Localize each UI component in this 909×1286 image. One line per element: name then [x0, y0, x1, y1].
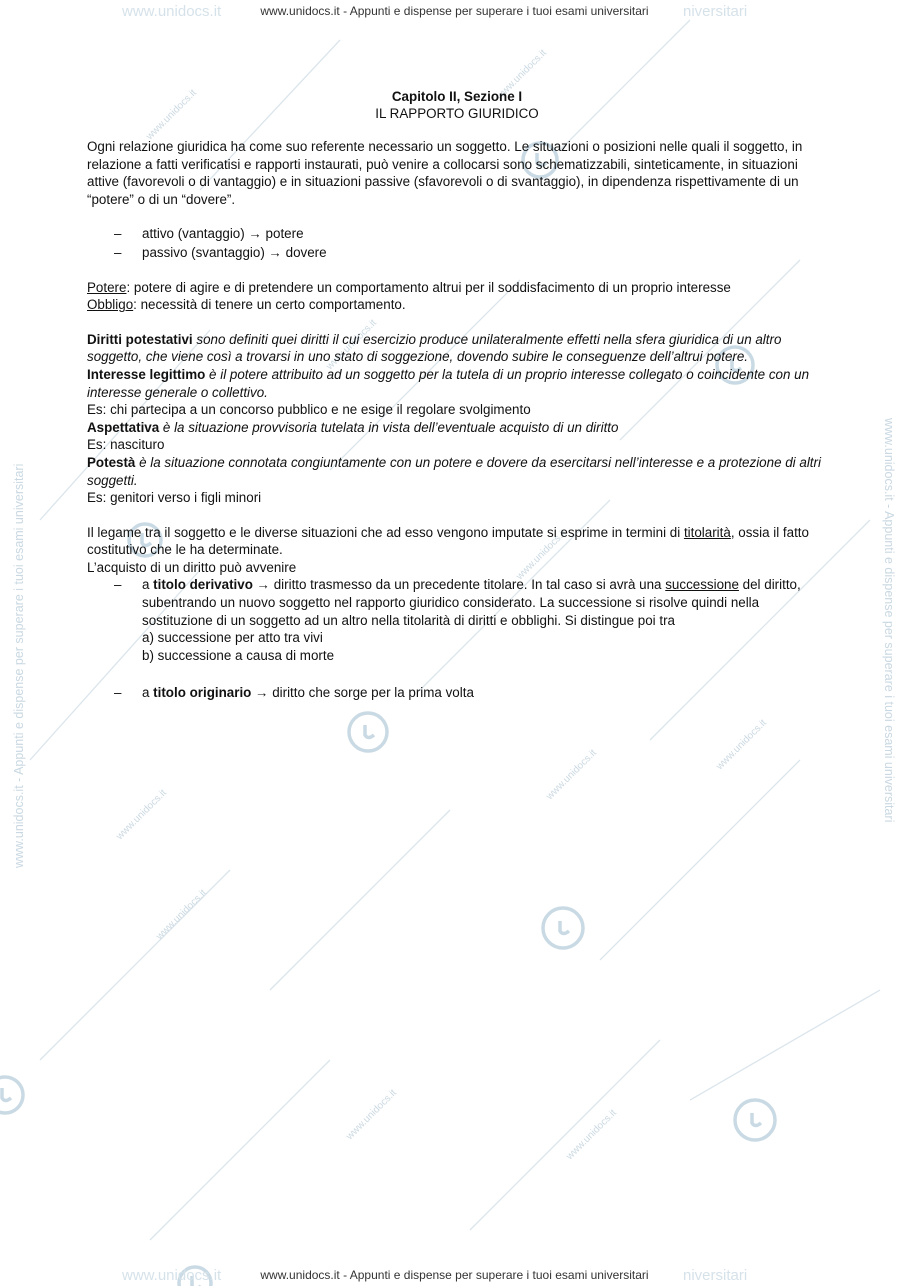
watermark-line	[600, 760, 800, 960]
watermark-text: www.unidocs.it	[494, 47, 549, 103]
watermark-line	[150, 1060, 330, 1240]
side-watermark-left: www.unidocs.it - Appunti e dispense per superare i tuoi esami universitari	[12, 463, 26, 868]
potesta-definition: Potestà è la situazione connotata congiuntamente con un potere e dovere da esercitarsi nell’interesse e a protezione di altri soggetti.	[87, 454, 821, 488]
chapter-title-line1: Capitolo II, Sezione I	[391, 89, 523, 104]
unidocs-logo-icon	[735, 1100, 775, 1140]
potere-term: Potere	[87, 279, 127, 295]
chapter-title-line2: IL RAPPORTO GIURIDICO	[375, 106, 539, 121]
list-item: – attivo (vantaggio) → potere	[114, 226, 304, 242]
watermark-text: www.unidocs.it	[154, 887, 209, 943]
page-header	[0, 4, 909, 18]
interesse-term: Interesse legittimo	[87, 366, 206, 382]
obbligo-definition: Obbligo: necessità di tenere un certo comportamento.	[87, 297, 406, 313]
header-prefix-faded: www.unidocs.it	[122, 3, 222, 20]
unidocs-logo-icon	[0, 1077, 23, 1113]
dash-bullet: –	[114, 226, 122, 242]
footer-text: www.unidocs.it - Appunti e dispense per superare i tuoi esami universitari	[260, 1268, 649, 1282]
acquisto-intro: L’acquisto di un diritto può avvenire	[87, 559, 297, 575]
watermark-line	[470, 1040, 660, 1230]
watermark-line	[690, 990, 880, 1100]
interesse-legittimo-definition: Interesse legittimo è il potere attribuito ad un soggetto per la tutela di un proprio interesse collegato o coincidente con un interesse generale o collettivo.	[87, 366, 810, 400]
side-watermark-right: www.unidocs.it - Appunti e dispense per superare i tuoi esami universitari	[882, 418, 896, 823]
header-suffix-faded: niversitari	[683, 3, 748, 20]
aspettativa-term: Aspettativa	[87, 419, 160, 435]
watermark-text: www.unidocs.it	[544, 747, 599, 803]
watermark-text: www.unidocs.it	[514, 527, 569, 583]
situations-list	[87, 225, 827, 261]
potere-definition: Potere: potere di agire e di pretendere un comportamento altrui per il soddisfacimento di un proprio interesse	[87, 279, 731, 295]
watermark-text: www.unidocs.it	[714, 717, 769, 773]
diritti-potestativi-definition: Diritti potestativi sono definiti quei diritti il cui esercizio produce unilateralmente effetti nella sfera giuridica di un altro soggetto, che viene così a trovarsi in uno stato di soggezione, dovendo subire le conseguenze dell’altrui potere.	[87, 331, 782, 365]
potesta-term: Potestà	[87, 454, 136, 470]
watermark-text: www.unidocs.it	[564, 1107, 619, 1163]
originario-term: titolo originario	[153, 685, 252, 701]
unidocs-logo-icon	[349, 713, 387, 751]
obbligo-term: Obbligo	[87, 297, 134, 313]
header-text: www.unidocs.it - Appunti e dispense per superare i tuoi esami universitari	[260, 4, 649, 18]
acquisto-list	[87, 576, 827, 702]
watermark-text: www.unidocs.it	[144, 87, 199, 143]
succession-type-b: b) successione a causa di morte	[142, 647, 335, 663]
potesta-example: Es: genitori verso i figli minori	[87, 490, 262, 506]
footer-prefix-faded: www.unidocs.it	[122, 1267, 222, 1284]
titolarita-term: titolarità	[683, 524, 731, 540]
list-item: – a titolo originario → diritto che sorge per la prima volta	[114, 685, 474, 701]
list-item: – a titolo derivativo → diritto trasmesso da un precedente titolare. In tal caso si avrà una successione del diritto, subentrando un nuovo soggetto nel rapporto giuridico considerato. La successione si risolve quindi nella sostituzione di un soggetto ad un altro nella titolarità di diritti e obblighi. Si distingue poi tra a) successione per atto tra vivi b) successione a causa di morte	[87, 576, 827, 664]
watermark-line	[270, 810, 450, 990]
footer-suffix-faded: niversitari	[683, 1267, 748, 1284]
diritti-term: Diritti potestativi	[87, 331, 193, 347]
watermark-text: www.unidocs.it	[324, 317, 379, 373]
document-body	[87, 88, 827, 702]
list-item: – passivo (svantaggio) → dovere	[114, 244, 327, 260]
derivativo-term: titolo derivativo	[153, 577, 253, 593]
watermark-text: www.unidocs.it	[114, 787, 169, 843]
dash-bullet: –	[114, 244, 122, 260]
page-footer	[0, 1268, 909, 1282]
dash-bullet: –	[114, 685, 122, 701]
interesse-example: Es: chi partecipa a un concorso pubblico e ne esige il regolare svolgimento	[87, 402, 531, 418]
succession-type-a: a) successione per atto tra vivi	[142, 630, 323, 646]
aspettativa-example: Es: nascituro	[87, 437, 165, 453]
intro-paragraph: Ogni relazione giuridica ha come suo referente necessario un soggetto. Le situazioni o posizioni nelle quali il soggetto, in relazione a fatti verificatisi e rapporti instaurati, può venire a collocarsi sono schematizzabili, sinteticamente, in situazioni attive (favorevoli o di vantaggio) e in situazioni passive (sfavorevoli o di svantaggio), in dipendenza rispettivamente di un “potere” o di un “dovere”.	[87, 139, 803, 207]
watermark-text: www.unidocs.it	[344, 1087, 399, 1143]
legame-paragraph: Il legame tra il soggetto e le diverse situazioni che ad esso vengono imputate si esprime in termini di titolarità, ossia il fatto costitutivo che le ha determinate.	[87, 524, 809, 558]
watermark-line	[40, 870, 230, 1060]
aspettativa-definition: Aspettativa è la situazione provvisoria tutelata in vista dell’eventuale acquisto di un diritto	[87, 419, 619, 435]
dash-bullet: –	[114, 577, 122, 593]
unidocs-logo-icon	[543, 908, 583, 948]
chapter-title	[87, 88, 827, 122]
successione-term: successione	[665, 577, 739, 593]
